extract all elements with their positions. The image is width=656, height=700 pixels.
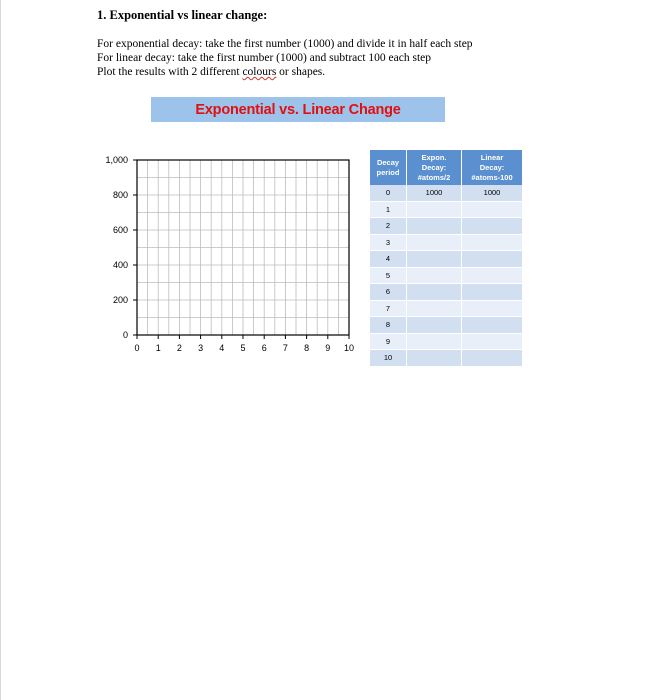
table-row: [370, 284, 523, 301]
exponential-value-cell: [407, 300, 462, 317]
header-exp-line3: #atoms/2: [417, 172, 451, 182]
header-linear-decay: [462, 150, 523, 185]
table-header-row: [370, 150, 523, 185]
instruction-linear: For linear decay: take the first number (1000) and subtract 100 each step: [97, 52, 432, 64]
x-tick-label: 5: [240, 343, 246, 353]
linear-value-cell: 1000: [462, 185, 523, 201]
y-tick-label: 600: [112, 225, 128, 235]
linear-value-cell: [462, 300, 523, 317]
table-row: [370, 218, 523, 235]
linear-value-cell: [462, 350, 523, 367]
table-row: [370, 251, 523, 268]
decay-period-cell: 4: [370, 251, 407, 268]
exponential-value-cell: [407, 201, 462, 218]
y-tick-label: 1,000: [105, 155, 128, 165]
table-row: [370, 317, 523, 334]
decay-period-cell: 7: [370, 300, 407, 317]
decay-period-cell: 9: [370, 333, 407, 350]
table-row: [370, 350, 523, 367]
exponential-value-cell: 1000: [407, 185, 462, 201]
linear-value-cell: [462, 218, 523, 235]
header-decay-period: [370, 150, 407, 185]
table-row: [370, 267, 523, 284]
instruction-plot-end: or shapes.: [276, 66, 326, 78]
x-tick-label: 3: [198, 343, 204, 353]
chart-title-banner: Exponential vs. Linear Change: [151, 97, 445, 122]
linear-value-cell: [462, 284, 523, 301]
linear-value-cell: [462, 234, 523, 251]
exponential-value-cell: [407, 317, 462, 334]
table-row: [370, 300, 523, 317]
exponential-value-cell: [407, 284, 462, 301]
empty-graph: [100, 150, 362, 362]
decay-period-cell: 5: [370, 267, 407, 284]
header-exponential-decay: [407, 150, 462, 185]
decay-period-cell: 1: [370, 201, 407, 218]
table-row: [370, 185, 523, 201]
y-tick-label: 200: [112, 295, 128, 305]
header-exp-line2: Decay:: [421, 162, 447, 172]
x-tick-label: 6: [261, 343, 267, 353]
linear-value-cell: [462, 333, 523, 350]
x-tick-label: 2: [176, 343, 182, 353]
linear-value-cell: [462, 201, 523, 218]
instruction-exponential: For exponential decay: take the first number (1000) and divide it in half each step: [97, 38, 473, 50]
y-tick-label: 0: [122, 330, 128, 340]
linear-value-cell: [462, 317, 523, 334]
table-row: [370, 333, 523, 350]
header-lin-line2: Decay:: [479, 162, 505, 172]
exponential-value-cell: [407, 333, 462, 350]
decay-period-cell: 2: [370, 218, 407, 235]
x-tick-label: 7: [282, 343, 288, 353]
section-heading: 1. Exponential vs linear change:: [97, 8, 268, 22]
spellcheck-word: colours: [242, 66, 277, 78]
x-tick-label: 9: [325, 343, 331, 353]
exponential-value-cell: [407, 234, 462, 251]
header-lin-line1: Linear: [480, 152, 504, 162]
x-tick-label: 4: [219, 343, 225, 353]
table-row: [370, 201, 523, 218]
instruction-plot: [97, 65, 325, 79]
header-period-line1: Decay: [376, 157, 400, 167]
exponential-value-cell: [407, 218, 462, 235]
x-tick-label: 0: [134, 343, 140, 353]
header-exp-line1: Expon.: [421, 152, 447, 162]
decay-table: [370, 150, 523, 367]
decay-period-cell: 10: [370, 350, 407, 367]
x-tick-label: 10: [343, 343, 355, 353]
decay-period-cell: 8: [370, 317, 407, 334]
decay-period-cell: 0: [370, 185, 407, 201]
decay-period-cell: 6: [370, 284, 407, 301]
y-tick-label: 400: [112, 260, 128, 270]
exponential-value-cell: [407, 267, 462, 284]
page-edge: [0, 0, 1, 700]
x-tick-label: 8: [304, 343, 310, 353]
header-lin-line3: #atoms-100: [471, 172, 513, 182]
decay-period-cell: 3: [370, 234, 407, 251]
header-period-line2: period: [376, 167, 400, 177]
linear-value-cell: [462, 267, 523, 284]
exponential-value-cell: [407, 251, 462, 268]
x-tick-label: 1: [155, 343, 161, 353]
exponential-value-cell: [407, 350, 462, 367]
table-row: [370, 234, 523, 251]
y-tick-label: 800: [112, 190, 128, 200]
linear-value-cell: [462, 251, 523, 268]
instruction-plot-start: Plot the results with 2 different: [97, 66, 243, 78]
